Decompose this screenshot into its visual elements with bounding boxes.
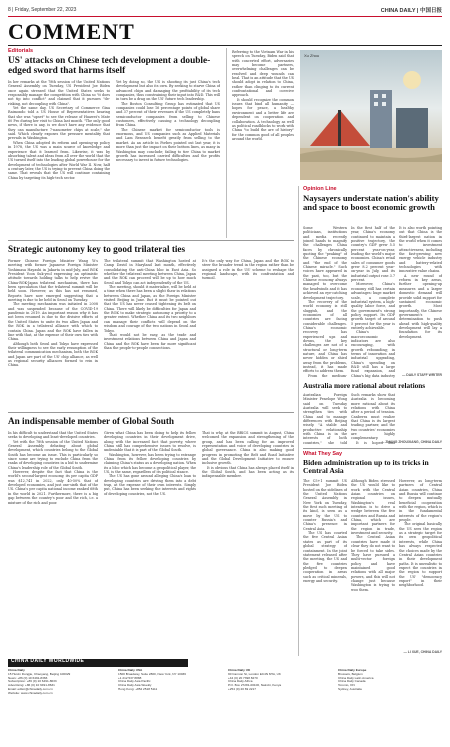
wts-column-3 <box>399 479 442 649</box>
australia-column-3 <box>399 393 442 439</box>
paragraph: The recovery of the world economy is still sluggish, and the economies of all countries are facing considerable challenges. China's economic recovery has experienced ups and downs, the key challenges are not of a structural or long-term nature, and China has never hidden or shied away from the problems, instead, it has made efforts to address them. <box>303 299 347 374</box>
divider-strategic <box>8 240 294 241</box>
paragraph: However, despite the fact that China is the world's second-largest economy, its per capita GDP was $12,741 in 2022, only 40-50% that of developed economies, and just one-sixth that of the US. China's per capita national income ranked 68th in the world in 2021. Furthermore, there is a big gap between the country's poor and the rich, i.e. a mixture of the rich and poor. <box>8 470 98 505</box>
paragraph: Although Biden stressed the US would like to work with the Central Asian countries on regional issues, Washington's real intention is to drive a wedge between the five countries and Russia and China, which are important partners for the region in trade, investment and security. <box>351 479 395 536</box>
what-they-say-headline: Biden administration up to its tricks in Central Asia <box>303 458 429 476</box>
strategic-headline: Strategic autonomy key to good trilateral ties <box>8 244 186 254</box>
paragraph: The Chinese market for semiconductor tools is enormous, and US companies such as Applied Materials and Lam Research benefit greatly from selling to the market. As an article in Forbes pointed out last year, it is more than just the impact on their bottom lines, as many in Washington may conclude; failing to tier China to market growth has increased carried difficulties and the profits necessary to invest in future technologies. <box>116 127 220 163</box>
opinion-headline: Naysayers understate nation's ability and space to boost economic growth <box>303 193 439 213</box>
footer-line: 1500 Broadway, Suite 2800, New York, NY 10036 <box>118 671 186 676</box>
footer-worldwide <box>8 659 442 741</box>
footer-line: China Daily USA <box>118 668 143 672</box>
lead-headline: US' attacks on Chinese tech development a double-edged sword that harms itself <box>8 56 211 77</box>
top-divider <box>8 16 442 17</box>
paragraph: The trilateral summit that Washington hosted at Camp David in Maryland last month, effectively consolidating the anti-China bloc in East Asia. So whether the trilateral meeting between China, Japan and the ROK can proceed will be up to how much Seoul and Tokyo can act independently of the US. <box>104 259 196 285</box>
paragraph: China's macroeconomic indicators are also encouraging, with growth rebounding; in terms of innovation and industrial upgrading, China's spending on R&D still has a large fund expansion, and China's big data industry <box>351 330 395 378</box>
footer-line: China Daily UK <box>228 668 251 672</box>
divider-indispensable <box>8 412 294 413</box>
wts-column-1 <box>303 479 347 655</box>
footer-line: China Daily Asia Weekly <box>118 683 152 688</box>
footer-line: China Daily Asia Pacific <box>118 679 151 684</box>
opinion-kicker: Opinion Line <box>303 186 337 192</box>
paragraph: The Central Asian countries have made it clear they do not want to be forced to take sides. They have pursued a multi-vector foreign policy and have maintained good relations with all major powers, and this will not change just because Washington is trying to woo them. <box>351 535 395 592</box>
paragraph: It should recognize the common issues that bind all humanity — hopes for peace, a healthy environment and a better life are dependent on cooperation and collaboration. A technology as well as political roadblocks to work with China "to build the are of history" for the common good of all peoples around the world. <box>232 97 294 141</box>
paragraph: From the medium- <box>308 373 347 378</box>
footer-column <box>338 669 442 692</box>
paragraph: It is obvious that China has always placed itself in the Global South, and has been acting as its indispensable member. <box>202 465 294 479</box>
indispensable-column-2 <box>104 431 196 656</box>
footer-line: China Daily Africa <box>228 679 253 684</box>
photo-credit: Xu Zhou <box>304 53 320 58</box>
footer-line: China Daily Europe <box>338 668 367 672</box>
lead-column-1 <box>8 80 110 236</box>
australia-byline: — ZHANG ZHOUXIANG, CHINA DAILY <box>381 440 442 444</box>
divider-what-they-say <box>303 448 442 449</box>
footer-column <box>118 669 222 692</box>
paragraph: That is why, at the BRICS summit in August, China welcomed the expansion and strengthening of the group, and has been calling for an improved representation and voice of developing countries in global governance. China is also making good progress in promoting the Belt and Road Initiative and the Global Development Initiative to ensure inclusive growth. <box>202 431 294 466</box>
page-date: 8 | Friday, September 22, 2023 <box>8 7 77 13</box>
paragraph: Some Western politicians, institutions and media recently joined hands to magnify the challenges China faces by chronically quoting the "peaking" of the Chinese economy and "the end of the Chinese miracle." Such voices have appeared in the past, too, but the Chinese economy always managed to overcome the headwinds and it has achieved an eye-catching development trajectory. <box>303 226 347 300</box>
footer-line: +254 (0) 20 69 2217 <box>228 686 256 691</box>
column-divider <box>226 48 227 238</box>
paragraph: The meeting mechanism was initiated in 2008 and was suspended because of the COVID-19 pandemic in 2019. An important reason why it has not been resumed is due to the divisive efforts of the United States to unite its two allies Japan and the ROK in a trilateral alliance with which to contain China. Japan and the ROK have fallen in line with that, at the expense of their own ties with China. <box>8 302 98 342</box>
opinion-column-3 <box>399 226 442 372</box>
footer-line: Advertising: +86 (0) 10 6491-8631 <box>8 683 55 688</box>
footer-column <box>8 669 112 696</box>
paragraph: Former Chinese Foreign Minister Wang Yi's meeting with former Japanese Foreign Minister Yoshimasa Hayashi in Jakarta in mid-July, and ROK President Yoon Suk-yeol expressing an optimistic attitude towards holding talks to help revive the China-ROK-Japan trilateral mechanism, there has been speculation that the trilateral summit will be held soon. However, as this has not resumed, Reports have now emerged suggesting that a meeting is due to be held in Seoul on Tuesday. <box>8 259 98 303</box>
page-topbar <box>8 6 442 16</box>
footer-line: 90 Cannon St, London EC4N 6HA, UK <box>228 671 281 676</box>
ship-illustration-icon <box>300 50 442 180</box>
paragraph: Such remarks show that Australia is becoming more rational about its relations with China after a period of tension. Canberra must realize that China is its largest trading partner, and the two countries' economies are highly complementary. <box>351 393 395 441</box>
paragraph: In his difficult to understand that the United States seeks to developing and least-developed countries. <box>8 431 98 440</box>
footer-line: China Daily Latin America <box>338 675 374 680</box>
opinion-column-2 <box>351 226 395 378</box>
wts-byline: — LI XUE, CHINA DAILY <box>403 650 442 654</box>
paragraph: The meeting, should it materialize, will be held at a time when there has been a slight thaw in relations between China and Japan, as the Foreign Minister visited Beijing in June. But it must be pointed out that the US has never ceased tightening its belt on China. There will likely be difficulties for Japan and the ROK to make strategic autonomy a priority to a greater extent. Whether China and its two neighbors can manage their conflicts will depend on the wisdom and courage of the two nations in Seoul and Tokyo. <box>104 285 196 333</box>
footer-line: Email: editor@chinadaily.com.cn <box>8 686 53 691</box>
editorials-kicker: Editorials <box>8 48 34 54</box>
strategic-column-3 <box>202 259 294 409</box>
paragraph: Moreover, China's economy still has certain advantages: huge market scale, a complete industrial system, a high-quality labor force, and the government's strong policy support. Its GDP growth target of around 5 percent for the year is entirely achievable. <box>351 282 395 330</box>
footer-line: Toronto, ON <box>338 683 355 688</box>
australia-column-2 <box>351 393 395 445</box>
wts-column-2 <box>351 479 395 655</box>
paragraph: A new round of reform in key areas, further opening-up measures and a larger domestic demand will provide solid support for sustained economic growth. Most importantly, the Chinese government's determination to push ahead with high-quality development will lay a foundation for its development. <box>399 273 442 339</box>
paragraph: It's the only way for China, Japan and the ROK to steer the broader trend in the region rather than be assigned a role in the US' scheme to reshape the regional landscape, with its confrontation and turmoil. <box>202 259 294 281</box>
footer-line: China Daily Canada <box>338 679 366 684</box>
footer-line: P.O. Box 27281-00100, Nairobi, Kenya <box>228 683 282 688</box>
footer-line: 15 Huixin Dongjie, Chaoyang, Beijing 100029 <box>8 671 71 676</box>
paragraph: In the first half of the year, China's economy continued to maintain a positive trajectory, the country's GDP grew 5.5 percent year-on-year, leading the world's major economies. China's retail sales of consumer goods grew 8.2 percent year-on-year in July, and its industrial output rose 3.7 percent. <box>351 226 395 283</box>
footer-line: Brussels, Belgium <box>338 671 363 676</box>
paragraph: Given what China has been doing to help its fellow developing countries in their development drive, along with the increased fact that poverty, where China still has comprehensive issues to resolve, is undeniable that it is part of the Global South. <box>104 431 196 453</box>
strategic-column-2 <box>104 259 196 409</box>
section-divider <box>8 45 442 46</box>
indispensable-column-1 <box>8 431 98 656</box>
footer-line: News: +86 (0) 10 6491-8366 <box>8 675 48 680</box>
australia-column-1 <box>303 393 347 445</box>
lead-column-2 <box>116 80 220 236</box>
footer-line: Website: www.chinadaily.com.cn <box>8 690 53 695</box>
strategic-column-1 <box>8 259 98 409</box>
paragraph: However, as long-term partners of Central Asian countries, China and Russia will continue to deepen mutually beneficial cooperation with the region, which is in the fundamental interests of the region's people. <box>399 479 442 523</box>
footer-line: Sydney, Australia <box>338 686 362 691</box>
editorial-illustration <box>300 50 442 180</box>
paragraph: Washington, however, has been trying to estrange China from its fellow developing countries by claiming China's status as a developing nation. When its a bloc which has become a geopolitical player, the US, is the same, regardless of its political stance. <box>104 452 196 475</box>
paragraph: The original basically the US sees the region as a strategic target for its own geopolitical interests, while China has always respected the choices made by the Central Asian countries in their development paths. It is unrealistic to expect the countries in the region to support the US' "democracy export" in their neighborhood. <box>399 522 442 588</box>
footer-column <box>228 669 332 692</box>
paragraph: It is hoped that <box>356 440 395 445</box>
indispensable-headline: An indispensable member of Global South <box>8 416 175 426</box>
opinion-byline: — DAILY STAFF WRITER <box>401 373 442 377</box>
indispensable-column-3 <box>202 431 294 656</box>
paragraph: The C5+1 summit US President Joe Biden hosted on the sidelines of the United Nations General Assembly in New York on Tuesday, the first such meeting of its kind, is seen as a move by the US to counter Russia's and China's presence in Central Asia. <box>303 479 347 531</box>
lead-column-3 <box>232 50 294 238</box>
footer-line: +1 212 537 8888 <box>118 675 142 680</box>
paragraph: The US has courted the five Central Asian states as part of its global strategy of containment. In the joint statement released after the meeting, the US and the five countries pledged to deepen cooperation in areas such as critical minerals, energy and security. <box>303 531 347 583</box>
footer-line: China Daily <box>8 668 25 672</box>
paragraph: Australian Foreign Minister Penelope Wong said on Tuesday Australia will seek to strengthen ties with China and to manage differences with Beijing wisely. "A stable and productive relationship with China is in the interests of both countries," she told <box>303 393 347 445</box>
paragraph: The Boston Consulting Group has estimated that US companies could lose 16 percentage points of global share and 37 percent of their revenues if the US completely bans semiconductor companies from selling to Chinese customers, effectively causing a technology decoupling from China. <box>116 101 220 128</box>
footer-title: CHINA DAILY WORLDWIDE <box>8 659 188 667</box>
section-title: COMMENT <box>8 19 135 44</box>
footer-line: Subscription: +86 (0) 10 6491-8633 <box>8 679 57 684</box>
paragraph: That would not be easy, as the trade and investment relations between China and Japan and China and the ROK have been far more significant than the people-to-people connections. <box>104 332 196 350</box>
footer-line: +44 (0) 20 7398 8270 <box>228 675 258 680</box>
paragraph: Yet by doing so, the US is shooting its just China's tech development but also its own. By seeking to starve China of advanced chips and damaging the profitability of its tech companies, thus constraining their input into R&D. This will in turn be a drag on the US' future tech leadership. <box>116 80 220 102</box>
paragraph: In her remarks at the 78th session of the United Nations General Assembly on Tuesday, US President Joe Biden once again stressed that the United States seeks to responsibly manage the competition with China so "it does not tip into conflict" and claimed that it pursues "de-risking, not decoupling with China". <box>8 80 110 106</box>
masthead-logo: CHINA DAILY | 中国日报 <box>380 8 442 14</box>
paragraph: It is also worth pointing out that China is the third-largest nation in the world when it comes to investment attractiveness, including the fast-growing new energy vehicle industry and battery-related technologies with innovative value chains. <box>399 226 442 274</box>
right-rail-divider <box>298 186 299 656</box>
australia-headline: Australia more rational about relations <box>303 381 426 390</box>
opinion-column-1 <box>303 226 347 378</box>
paragraph: Yet with the 78th session of the United Nations General Assembly debating about global development, which countries belong to the Global South has become an issue. This is particularly so since some are trying to exclude China from the ranks of developing countries in a bid to undermine China's leadership role of the Global South. <box>8 439 98 470</box>
paragraph: When China adopted its reform and opening-up policy in 1978, the US was a main source of knowledge and experience that it learned from. Likewise, it was by absorbing talent and ideas from all over the world that the US turned itself into the leading global powerhouse for the development of technologies after World War II. Now, half a century later, the US is trying to prevent China doing the same. That reveals that the US will continue containing China by targeting its high-tech sector. <box>8 140 110 180</box>
paragraph: The US has gone around alleging China's loan to developing countries are driving them into a debt trap, at the expense of their own interests. Simply put, China has been seeking the interests and rights of developing countries, not the US. <box>104 474 196 496</box>
what-they-say-kicker: What They Say <box>303 451 343 457</box>
footer-line: Hong Kong: +852 2518 5111 <box>118 686 158 691</box>
paragraph: Although both Seoul and Tokyo have expressed their willingness to see the early resumption of the trilateral communication mechanism, both the ROK and Japan are part of the US' chip alliance, as well as regional security alliances formed to rein in China. <box>8 341 98 368</box>
paragraph: Referring to the Vietnam War in his speech on Tuesday, Biden said that with concerted effort, adversaries may become partners, overwhelming challenges can be resolved and deep wounds can heal. That is an attitude that the US should adopt in relation to China, rather than clinging to its current confrontational and coercive approach. <box>232 50 294 98</box>
paragraph: Yet the same day, US Secretary of Commerce Gina Raimondo told a US House of Representatives hearing that she was "upset" to see the release of Huawei's Mate 60 Pro during her visit to China last month. "The only good news, if there is any, is we don't have any evidence that they can manufacture 7-nanometer chips at scale," she said. Which clearly exposes the pressure mentality that prevails in Washington. <box>8 106 110 141</box>
